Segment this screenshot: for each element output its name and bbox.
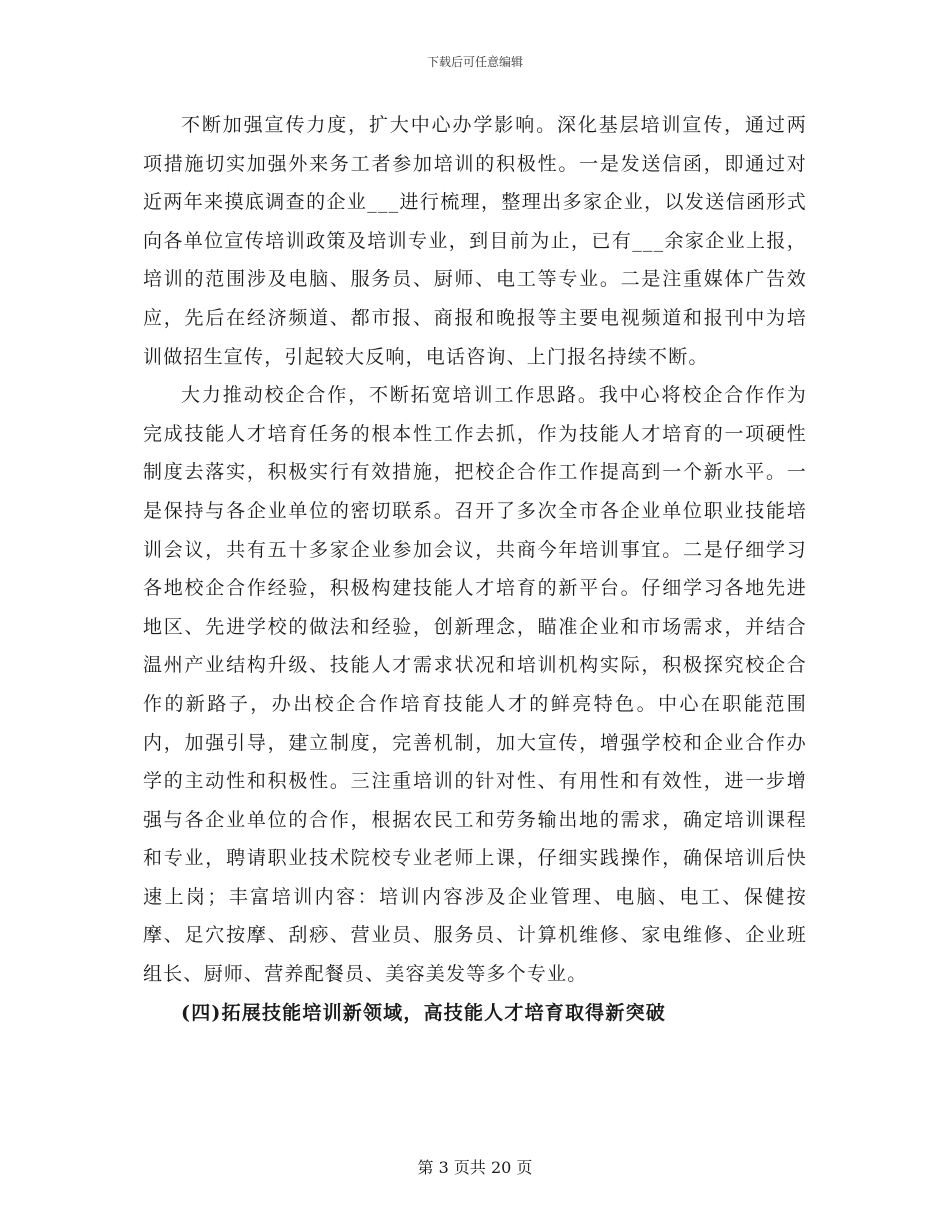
page-footer: 第 3 页共 20 页 — [417, 1158, 533, 1177]
section-heading: (四)拓展技能培训新领域，高技能人才培育取得新突破 — [181, 1001, 666, 1024]
paragraph-school-enterprise: 大力推动校企合作，不断拓宽培训工作思路。我中心将校企合作作为完成技能人才培育任务的根本性工作去抓，作为技能人才培育的一项硬性制度去落实，积极实行有效措施，把校企合作工作提高到一个新水平。一是保持与各企业单位的密切联系。召开了多次全市各企业单位职业技能培训会议，共有五十多家企业参加会议，共商今年培训事宜。二是仔细学习各地校企合作经验，积极构建技能人才培育的新平台。仔细学习各地先进地区、先进学校的做法和经验，创新理念，瞄准企业和市场需求，并结合温州产业结构升级、技能人才需求状况和培训机构实际，积极探究校企合作的新路子，办出校企合作培育技能人才的鲜亮特色。中心在职能范围内，加强引导，建立制度，完善机制，加大宣传，增强学校和企业合作办学的主动性和积极性。三注重培训的针对性、有用性和有效性，进一步增强与各企业单位的合作，根据农民工和劳务输出地的需求，确定培训课程和专业，聘请职业技术院校专业老师上课，仔细实践操作，确保培训后快速上岗；丰富培训内容：培训内容涉及企业管理、电脑、电工、保健按摩、足穴按摩、刮痧、营业员、服务员、计算机维修、家电维修、企业班组长、厨师、营养配餐员、美容美发等多个专业。 — [143, 384, 807, 986]
paragraph-publicity: 不断加强宣传力度，扩大中心办学影响。深化基层培训宣传，通过两项措施切实加强外来务工者参加培训的积极性。一是发送信函，即通过对近两年来摸底调查的企业___进行梳理，整理出多家企业，以发送信函形式向各单位宣传培训政策及培训专业，到目前为止，已有___余家企业上报，培训的范围涉及电脑、服务员、厨师、电工等专业。二是注重媒体广告效应，先后在经济频道、都市报、商报和晚报等主要电视频道和报刊中为培训做招生宣传，引起较大反响，电话咨询、上门报名持续不断。 — [143, 114, 807, 368]
page-header: 下载后可任意编辑 — [426, 55, 523, 69]
document-body — [143, 106, 807, 1032]
